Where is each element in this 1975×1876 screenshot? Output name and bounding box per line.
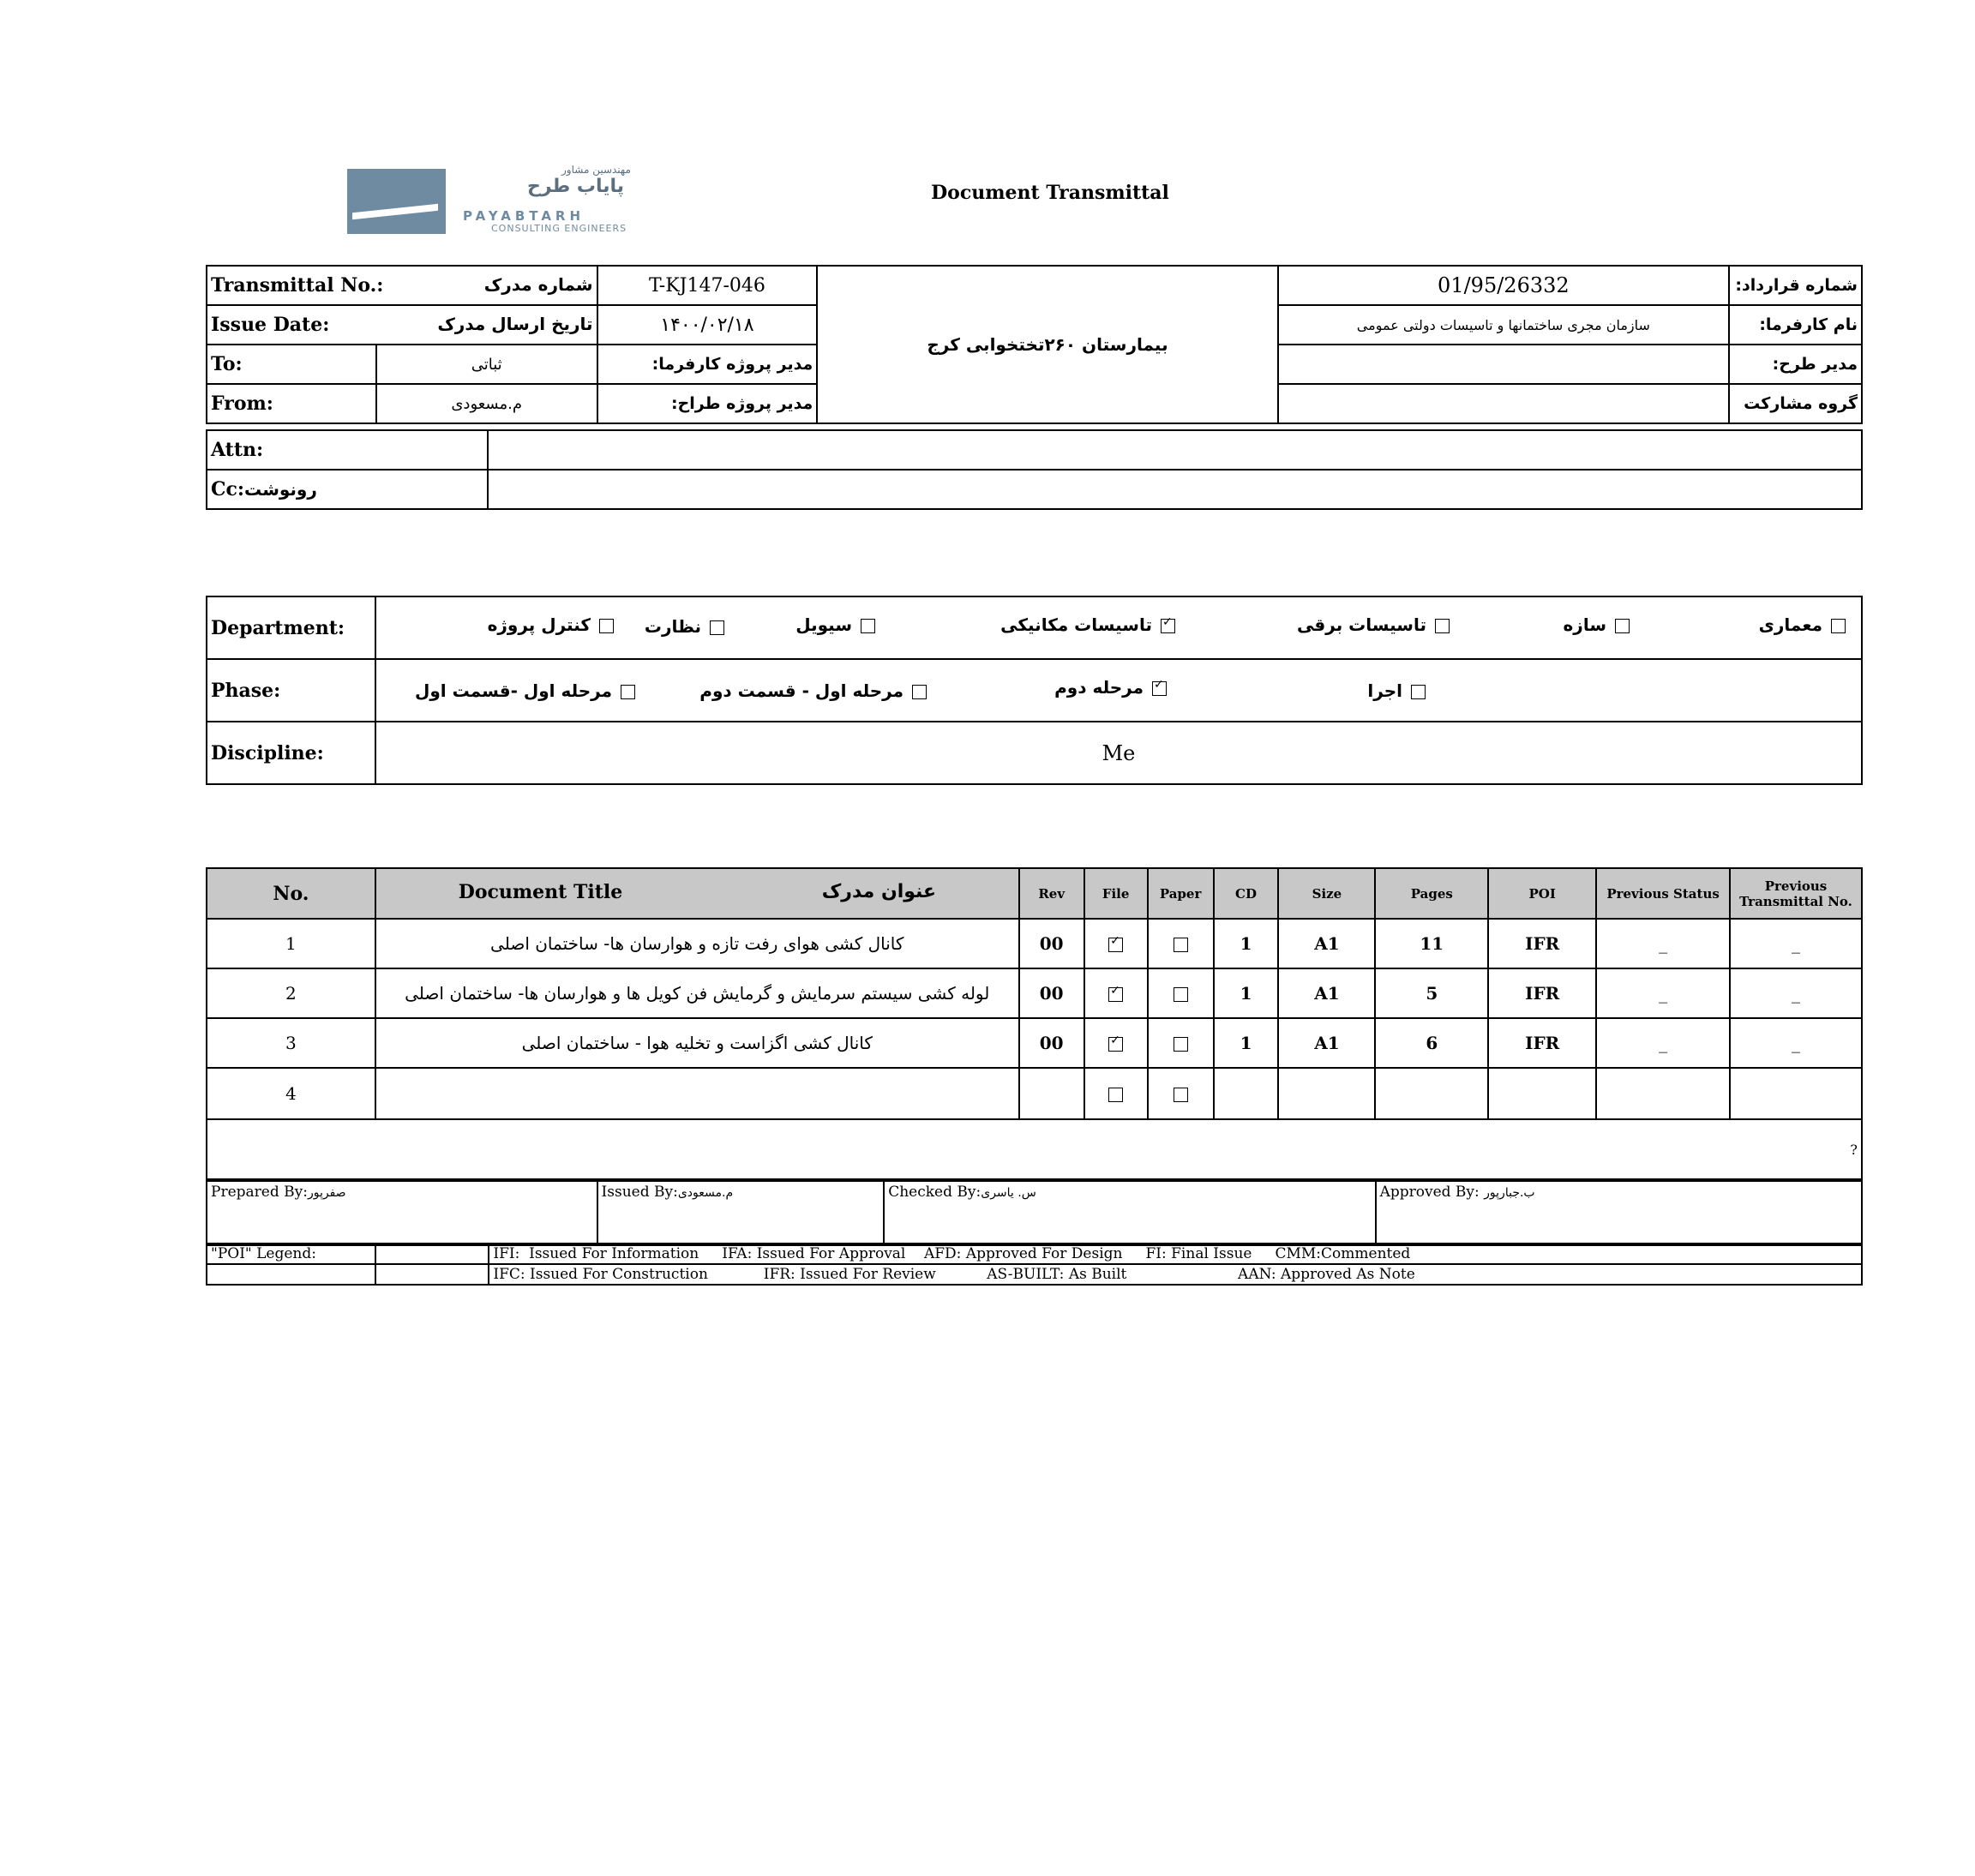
- col-pages: Pages: [1375, 868, 1488, 919]
- checkbox-checked-icon[interactable]: [1152, 681, 1167, 696]
- phase-label: Phase:: [207, 659, 375, 722]
- logo-sub: CONSULTING ENGINEERS: [491, 223, 627, 234]
- col-title-fa: عنوان مدرک: [821, 881, 937, 902]
- row-prev-transmittal: _: [1730, 968, 1862, 1018]
- row-prev-status: _: [1596, 1018, 1730, 1068]
- row-file[interactable]: [1084, 968, 1148, 1018]
- checked-by-value: س. یاسری: [981, 1186, 1036, 1200]
- row-cd: 1: [1214, 1018, 1279, 1068]
- documents-table: [206, 867, 1863, 1180]
- design-manager-value: [1278, 345, 1729, 384]
- legend-label: "POI" Legend:: [207, 1244, 375, 1264]
- contract-no-value: 01/95/26332: [1278, 266, 1729, 305]
- project-name: بیمارستان ۲۶۰تختخوابی کرج: [817, 266, 1277, 423]
- row-title: کانال کشی اگزاست و تخلیه هوا - ساختمان اصلی: [375, 1018, 1019, 1068]
- attn-cc-table: [206, 429, 1863, 510]
- checkbox-icon[interactable]: [1435, 619, 1450, 633]
- col-prev-status: Previous Status: [1596, 868, 1730, 919]
- issued-by-label: Issued By:: [601, 1184, 678, 1201]
- row-prev-status: [1596, 1068, 1730, 1119]
- row-rev: 00: [1019, 1018, 1084, 1068]
- department-label: Department:: [207, 596, 375, 659]
- row-size: [1278, 1068, 1375, 1119]
- dept-option-label: نظارت: [644, 616, 701, 637]
- logo-mark: [347, 169, 446, 234]
- department-options: [375, 596, 1862, 659]
- phase-option-label: مرحله اول -قسمت اول: [414, 680, 612, 701]
- logo-fa: پایاب طرح: [527, 176, 625, 197]
- dept-option-label: سیویل: [795, 614, 852, 635]
- from-label: From:: [207, 384, 376, 423]
- table-row: [207, 1068, 1862, 1119]
- phase-option-first-stage-part1[interactable]: [415, 680, 635, 701]
- discipline-value: Me: [375, 722, 1862, 784]
- issue-date-value: ۱۴۰۰/۰۲/۱۸: [597, 305, 818, 345]
- row-no: 3: [207, 1018, 375, 1068]
- phase-options: [375, 659, 1862, 722]
- row-size: A1: [1278, 919, 1375, 968]
- company-logo: [347, 164, 664, 237]
- col-no: No.: [207, 868, 375, 919]
- col-rev: Rev: [1019, 868, 1084, 919]
- employer-label: نام کارفرما:: [1729, 305, 1862, 345]
- checkbox-icon[interactable]: [1615, 619, 1630, 633]
- row-rev: [1019, 1068, 1084, 1119]
- to-label: To:: [207, 345, 376, 384]
- row-size: A1: [1278, 1018, 1375, 1068]
- row-size: A1: [1278, 968, 1375, 1018]
- legend-spacer: [375, 1244, 489, 1264]
- row-rev: 00: [1019, 968, 1084, 1018]
- row-poi: IFR: [1488, 1018, 1596, 1068]
- row-no: 2: [207, 968, 375, 1018]
- poi-legend-table: [206, 1243, 1863, 1286]
- legend-empty: [207, 1264, 375, 1285]
- cc-label-fa: رونوشت: [244, 479, 317, 500]
- to-value: ثباتی: [376, 345, 597, 384]
- col-title-en: Document Title: [458, 881, 623, 903]
- checkbox-icon[interactable]: [861, 619, 875, 633]
- contract-no-label: شماره قرارداد:: [1729, 266, 1862, 305]
- dept-option-label: معماری: [1758, 614, 1822, 635]
- phase-option-execution[interactable]: [1367, 680, 1426, 701]
- transmittal-no-label-fa: شماره مدرک: [483, 274, 593, 295]
- row-no: 4: [207, 1068, 375, 1119]
- checkbox-icon[interactable]: [1831, 619, 1846, 633]
- checkbox-icon[interactable]: [1174, 1037, 1188, 1052]
- approved-by-value: ب.جبارپور: [1484, 1186, 1535, 1200]
- phase-option-label: مرحله دوم: [1054, 677, 1144, 698]
- row-prev-transmittal: _: [1730, 1018, 1862, 1068]
- row-paper[interactable]: [1148, 1018, 1214, 1068]
- row-cd: 1: [1214, 919, 1279, 968]
- col-file: File: [1084, 868, 1148, 919]
- issued-by-value: م.مسعودی: [677, 1186, 734, 1200]
- transmittal-no-label: [207, 266, 597, 305]
- row-rev: 00: [1019, 919, 1084, 968]
- row-pages: 6: [1375, 1018, 1488, 1068]
- checkbox-checked-icon[interactable]: [1108, 987, 1123, 1002]
- row-pages: [1375, 1068, 1488, 1119]
- partner-value: [1278, 384, 1729, 423]
- issue-date-label-fa: تاریخ ارسال مدرک: [437, 314, 593, 334]
- row-poi: IFR: [1488, 968, 1596, 1018]
- row-paper[interactable]: [1148, 1068, 1214, 1119]
- row-prev-transmittal: [1730, 1068, 1862, 1119]
- checkbox-icon[interactable]: [1108, 1088, 1123, 1102]
- logo-fa-small: مهندسین مشاور: [561, 164, 631, 176]
- prepared-by: [207, 1181, 597, 1245]
- dept-option-label: تاسیسات برقی: [1296, 614, 1426, 635]
- approved-by-label: Approved By:: [1379, 1184, 1480, 1201]
- dept-option-civil[interactable]: [795, 614, 875, 635]
- logo-en: PAYABTARH: [463, 208, 585, 224]
- checkbox-checked-icon[interactable]: [1161, 619, 1175, 633]
- checkbox-icon[interactable]: [621, 685, 635, 699]
- issue-date-label: [207, 305, 597, 345]
- checkbox-icon[interactable]: [1174, 987, 1188, 1002]
- discipline-label: Discipline:: [207, 722, 375, 784]
- row-prev-transmittal: _: [1730, 919, 1862, 968]
- prepared-by-value: صفرپور: [307, 1186, 346, 1200]
- row-prev-status: _: [1596, 968, 1730, 1018]
- col-cd: CD: [1214, 868, 1279, 919]
- col-size: Size: [1278, 868, 1375, 919]
- legend-line-1: IFI: Issued For Information IFA: Issued For Approval AFD: Approved For Design FI: Final Issue CMM:Commented: [489, 1244, 1862, 1264]
- dept-option-mechanical[interactable]: [1000, 614, 1175, 635]
- checkbox-icon[interactable]: [1174, 1088, 1188, 1102]
- row-file[interactable]: [1084, 919, 1148, 968]
- from-role: مدیر پروژه طراح:: [597, 384, 818, 423]
- table-row: [207, 968, 1862, 1018]
- phase-option-first-stage-part2[interactable]: [699, 680, 927, 701]
- classification-table: [206, 596, 1863, 785]
- signatures-table: [206, 1180, 1863, 1246]
- legend-line-2: IFC: Issued For Construction IFR: Issued For Review AS-BUILT: As Built AAN: Approved As Note: [489, 1264, 1862, 1285]
- row-poi: [1488, 1068, 1596, 1119]
- checked-by: [884, 1181, 1375, 1245]
- employer-value: سازمان مجری ساختمانها و تاسیسات دولتی عمومی: [1278, 305, 1729, 345]
- row-pages: 5: [1375, 968, 1488, 1018]
- partner-label: گروه مشارکت: [1729, 384, 1862, 423]
- checkbox-icon[interactable]: [1174, 938, 1188, 952]
- row-poi: IFR: [1488, 919, 1596, 968]
- page-title: Document Transmittal: [931, 182, 1169, 204]
- prepared-by-label: Prepared By:: [211, 1184, 308, 1201]
- row-cd: 1: [1214, 968, 1279, 1018]
- row-pages: 11: [1375, 919, 1488, 968]
- col-poi: POI: [1488, 868, 1596, 919]
- checkbox-icon[interactable]: [599, 619, 614, 633]
- col-paper: Paper: [1148, 868, 1214, 919]
- row-title: لوله کشی سیستم سرمایش و گرمایش فن کویل ها و هوارسان ها- ساختمان اصلی: [375, 968, 1019, 1018]
- checked-by-label: Checked By:: [888, 1184, 981, 1201]
- col-title: [375, 868, 1019, 919]
- cc-label-en: Cc:: [211, 478, 245, 500]
- row-title: کانال کشی هوای رفت تازه و هوارسان ها- ساختمان اصلی: [375, 919, 1019, 968]
- checkbox-checked-icon[interactable]: [1108, 938, 1123, 952]
- phase-option-label: مرحله اول - قسمت دوم: [699, 680, 903, 701]
- phase-option-second-stage[interactable]: [1054, 677, 1167, 698]
- dept-option-label: کنترل پروژه: [487, 614, 591, 635]
- row-paper[interactable]: [1148, 968, 1214, 1018]
- to-role: مدیر پروژه کارفرما:: [597, 345, 818, 384]
- dept-option-label: سازه: [1563, 614, 1606, 635]
- notes-row: [207, 1119, 1862, 1179]
- transmittal-no-value: T-KJ147-046: [597, 266, 818, 305]
- row-title: [375, 1068, 1019, 1119]
- approved-by: [1376, 1181, 1862, 1245]
- phase-option-label: اجرا: [1367, 680, 1402, 701]
- checkbox-icon[interactable]: [1411, 685, 1426, 699]
- header-table: [206, 265, 1863, 424]
- transmittal-no-label-en: Transmittal No.:: [211, 274, 384, 297]
- design-manager-label: مدیر طرح:: [1729, 345, 1862, 384]
- attn-value: [488, 430, 1862, 470]
- dept-option-structure[interactable]: [1564, 614, 1630, 635]
- row-no: 1: [207, 919, 375, 968]
- checkbox-icon[interactable]: [912, 685, 927, 699]
- table-row: [207, 919, 1862, 968]
- cc-value: [488, 470, 1862, 509]
- checkbox-checked-icon[interactable]: [1108, 1037, 1123, 1052]
- attn-label: Attn:: [207, 430, 488, 470]
- row-paper[interactable]: [1148, 919, 1214, 968]
- dept-option-electrical[interactable]: [1297, 614, 1450, 635]
- dept-option-architecture[interactable]: [1759, 614, 1846, 635]
- legend-spacer: [375, 1264, 489, 1285]
- dept-option-project-control[interactable]: [488, 614, 614, 635]
- row-prev-status: _: [1596, 919, 1730, 968]
- col-prev-transmittal: Previous Transmittal No.: [1730, 868, 1862, 919]
- dept-option-supervision[interactable]: [645, 616, 724, 637]
- row-cd: [1214, 1068, 1279, 1119]
- cc-label: [207, 470, 488, 509]
- row-file[interactable]: [1084, 1018, 1148, 1068]
- notes-cell: ?: [207, 1119, 1862, 1179]
- table-row: [207, 1018, 1862, 1068]
- documents-header-row: [207, 868, 1862, 919]
- checkbox-icon[interactable]: [710, 620, 724, 635]
- dept-option-label: تاسیسات مکانیکی: [1000, 614, 1152, 635]
- from-value: م.مسعودی: [376, 384, 597, 423]
- issued-by: [597, 1181, 885, 1245]
- row-file[interactable]: [1084, 1068, 1148, 1119]
- issue-date-label-en: Issue Date:: [211, 314, 330, 336]
